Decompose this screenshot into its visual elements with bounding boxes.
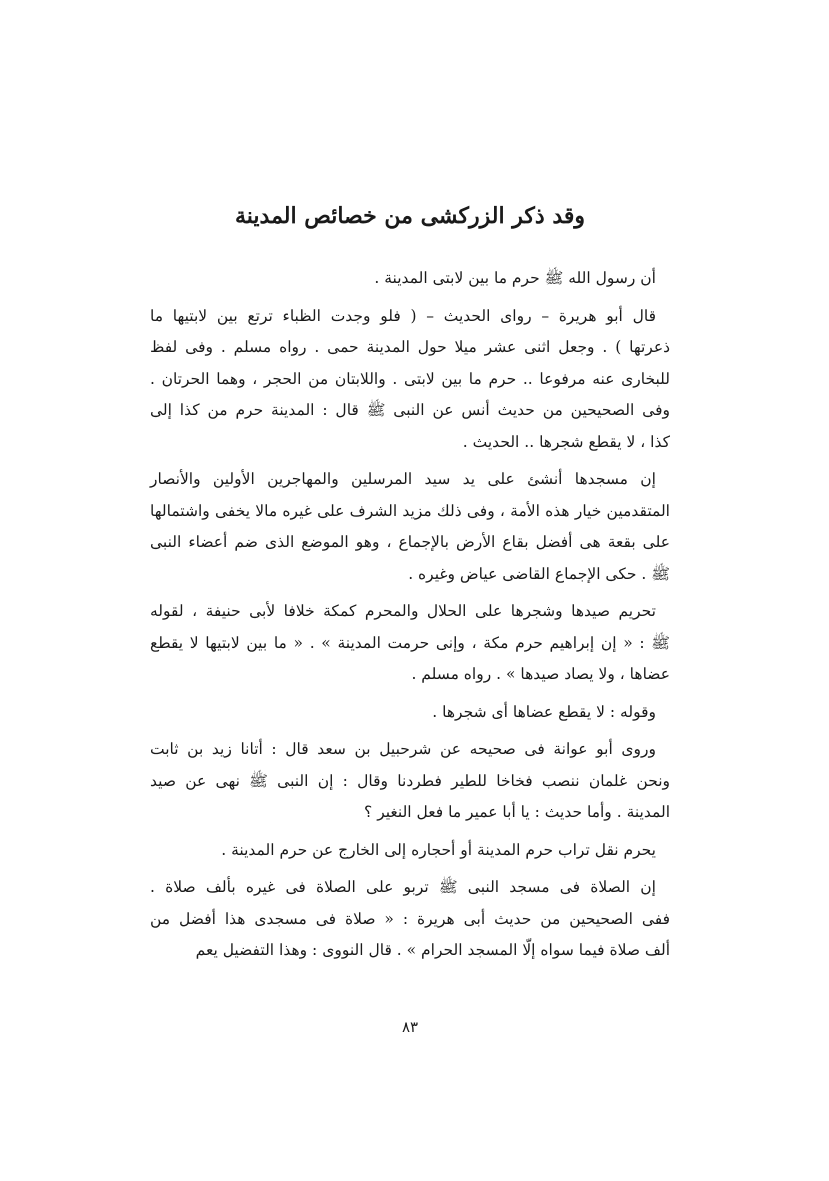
body-text: [150, 263, 670, 973]
paragraph: [150, 596, 670, 691]
paragraph: [150, 464, 670, 590]
paragraph: [150, 263, 670, 295]
text-line: على بقعة هى أفضل بقاع الأرض بالإجماع ، وهو الموضع الذى ضم أعضاء النبى: [150, 533, 670, 551]
text-line: المدينة . وأما حديث : يا أبا عمير ما فعل النغير ؟: [364, 803, 670, 821]
text-line: وفى الصحيحين من حديث أنس عن النبى ﷺ قال : المدينة حرم من كذا إلى: [150, 401, 670, 419]
paragraph: [150, 734, 670, 829]
text-line: ألف صلاة فيما سواه إلّا المسجد الحرام » . قال النووى : وهذا التفضيل يعم: [195, 941, 670, 959]
text-line: ذعرتها ) . وجعل اثنى عشر ميلا حول المدينة حمى . رواه مسلم . وفى لفظ: [150, 338, 670, 356]
text-line: للبخارى عنه مرفوعا .. حرم ما بين لابتى . واللابتان من الحجر ، وهما الحرتان .: [150, 369, 670, 388]
text-line: يحرم نقل تراب حرم المدينة أو أحجاره إلى الخارج عن حرم المدينة .: [221, 840, 656, 859]
text-line: أن رسول الله ﷺ حرم ما بين لابتى المدينة .: [374, 269, 656, 287]
text-line: ﷺ . حكى الإجماع القاضى عياض وغيره .: [408, 564, 670, 583]
text-line: المتقدمين خيار هذه الأمة ، وفى ذلك مزيد الشرف على غيره مالا يخفى واشتمالها: [150, 501, 670, 520]
text-line: إن الصلاة فى مسجد النبى ﷺ تربو على الصلاة فى غيره بألف صلاة .: [150, 878, 656, 896]
paragraph: [150, 872, 670, 967]
text-line: وقوله : لا يقطع عضاها أى شجرها .: [432, 702, 656, 721]
text-line: عضاها ، ولا يصاد صيدها » . رواه مسلم .: [411, 665, 670, 683]
text-line: إن مسجدها أنشئ على يد سيد المرسلين والمهاجرين الأولين والأنصار: [150, 470, 656, 488]
paragraph: [150, 835, 670, 867]
text-line: ففى الصحيحين من حديث أبى هريرة : « صلاة فى مسجدى هذا أفضل من: [150, 909, 670, 928]
paragraph: [150, 301, 670, 459]
text-line: قال أبو هريرة – رواى الحديث – ( فلو وجدت الظباء ترتع بين لابتيها ما: [150, 306, 656, 325]
section-heading: وقد ذكر الزركشى من خصائص المدينة: [234, 203, 586, 229]
text-line: ونحن غلمان ننصب فخاخا للطير فطردنا وقال : إن النبى ﷺ نهى عن صيد: [150, 771, 670, 790]
text-line: وروى أبو عوانة فى صحيحه عن شرحبيل بن سعد قال : أتانا زيد بن ثابت: [150, 740, 656, 758]
paragraph: [150, 697, 670, 729]
text-line: كذا ، لا يقطع شجرها .. الحديث .: [462, 432, 670, 451]
book-page: [150, 0, 670, 1181]
text-line: تحريم صيدها وشجرها على الحلال والمحرم كمكة خلافا لأبى حنيفة ، لقوله: [150, 602, 656, 620]
page-number: ٨٣: [401, 1018, 419, 1036]
text-line: ﷺ : « إن إبراهيم حرم مكة ، وإنى حرمت المدينة » . « ما بين لابتيها لا يقطع: [150, 633, 670, 652]
